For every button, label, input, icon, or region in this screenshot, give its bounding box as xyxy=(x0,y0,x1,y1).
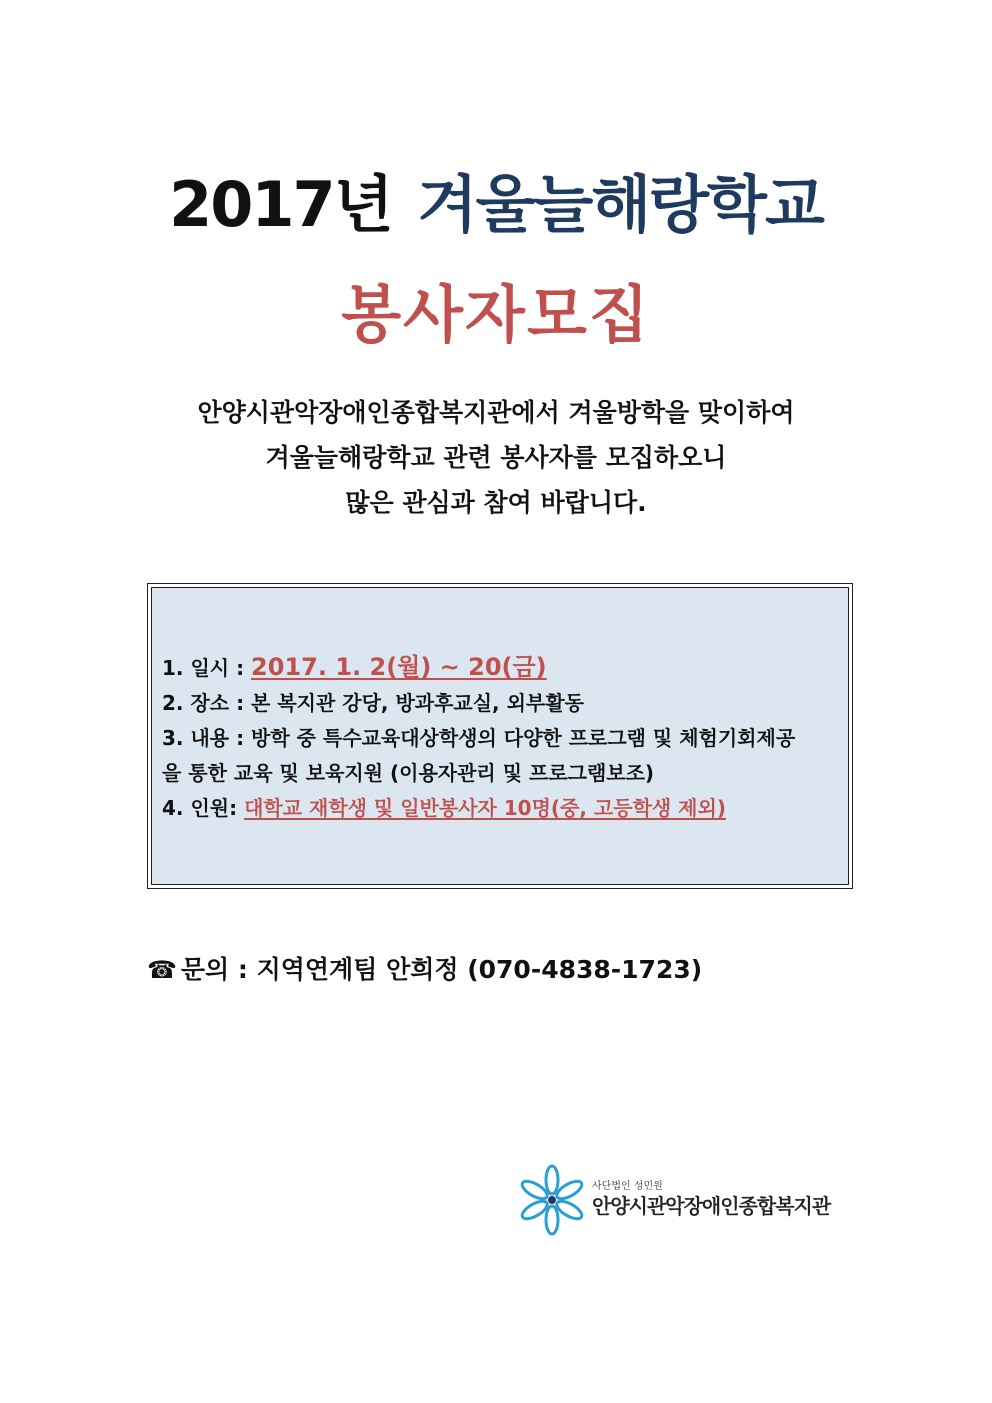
detail-content-line1: 3. 내용 : 방학 중 특수교육대상학생의 다양한 프로그램 및 체험기회제공 xyxy=(162,726,796,750)
detail-people-value: 대학교 재학생 및 일반봉사자 10명(중, 고등학생 제외) xyxy=(244,796,726,820)
page-subtitle: 봉사자모집 xyxy=(341,278,651,351)
page-title xyxy=(0,160,992,250)
detail-content-line2: 을 통한 교육 및 보육지원 (이용자관리 및 프로그램보조) xyxy=(162,761,655,785)
logo-flower-icon xyxy=(512,1160,592,1240)
intro-line: 안양시관악장애인종합복지관에서 겨울방학을 맞이하여 xyxy=(197,398,795,427)
detail-date-label: 1. 일시 : xyxy=(162,656,252,680)
detail-people xyxy=(162,791,842,826)
detail-people-label: 4. 인원: xyxy=(162,796,245,820)
details-box xyxy=(147,583,853,889)
details-list xyxy=(162,650,842,826)
details-box-inner xyxy=(151,587,849,885)
detail-place: 2. 장소 : 본 복지관 강당, 방과후교실, 외부활동 xyxy=(162,691,584,715)
intro-line: 많은 관심과 참여 바랍니다. xyxy=(345,488,647,517)
logo-organization-name: 안양시관악장애인종합복지관 xyxy=(592,1194,831,1218)
title-program-name: 겨울늘해랑학교 xyxy=(417,168,823,241)
title-year: 2017년 xyxy=(169,168,392,241)
contact-info xyxy=(147,950,702,986)
intro-line: 겨울늘해랑학교 관련 봉사자를 모집하오니 xyxy=(265,443,727,472)
detail-date-value: 2017. 1. 2(월) ~ 20(금) xyxy=(251,653,547,681)
phone-icon: ☎ xyxy=(147,956,177,984)
intro-paragraph xyxy=(0,390,992,525)
detail-date xyxy=(162,650,842,686)
organization-logo xyxy=(512,1160,842,1240)
contact-text: 문의 : 지역연계팀 안희정 (070-4838-1723) xyxy=(180,955,703,984)
logo-small-text: 사단법인 성민원 xyxy=(592,1181,663,1192)
